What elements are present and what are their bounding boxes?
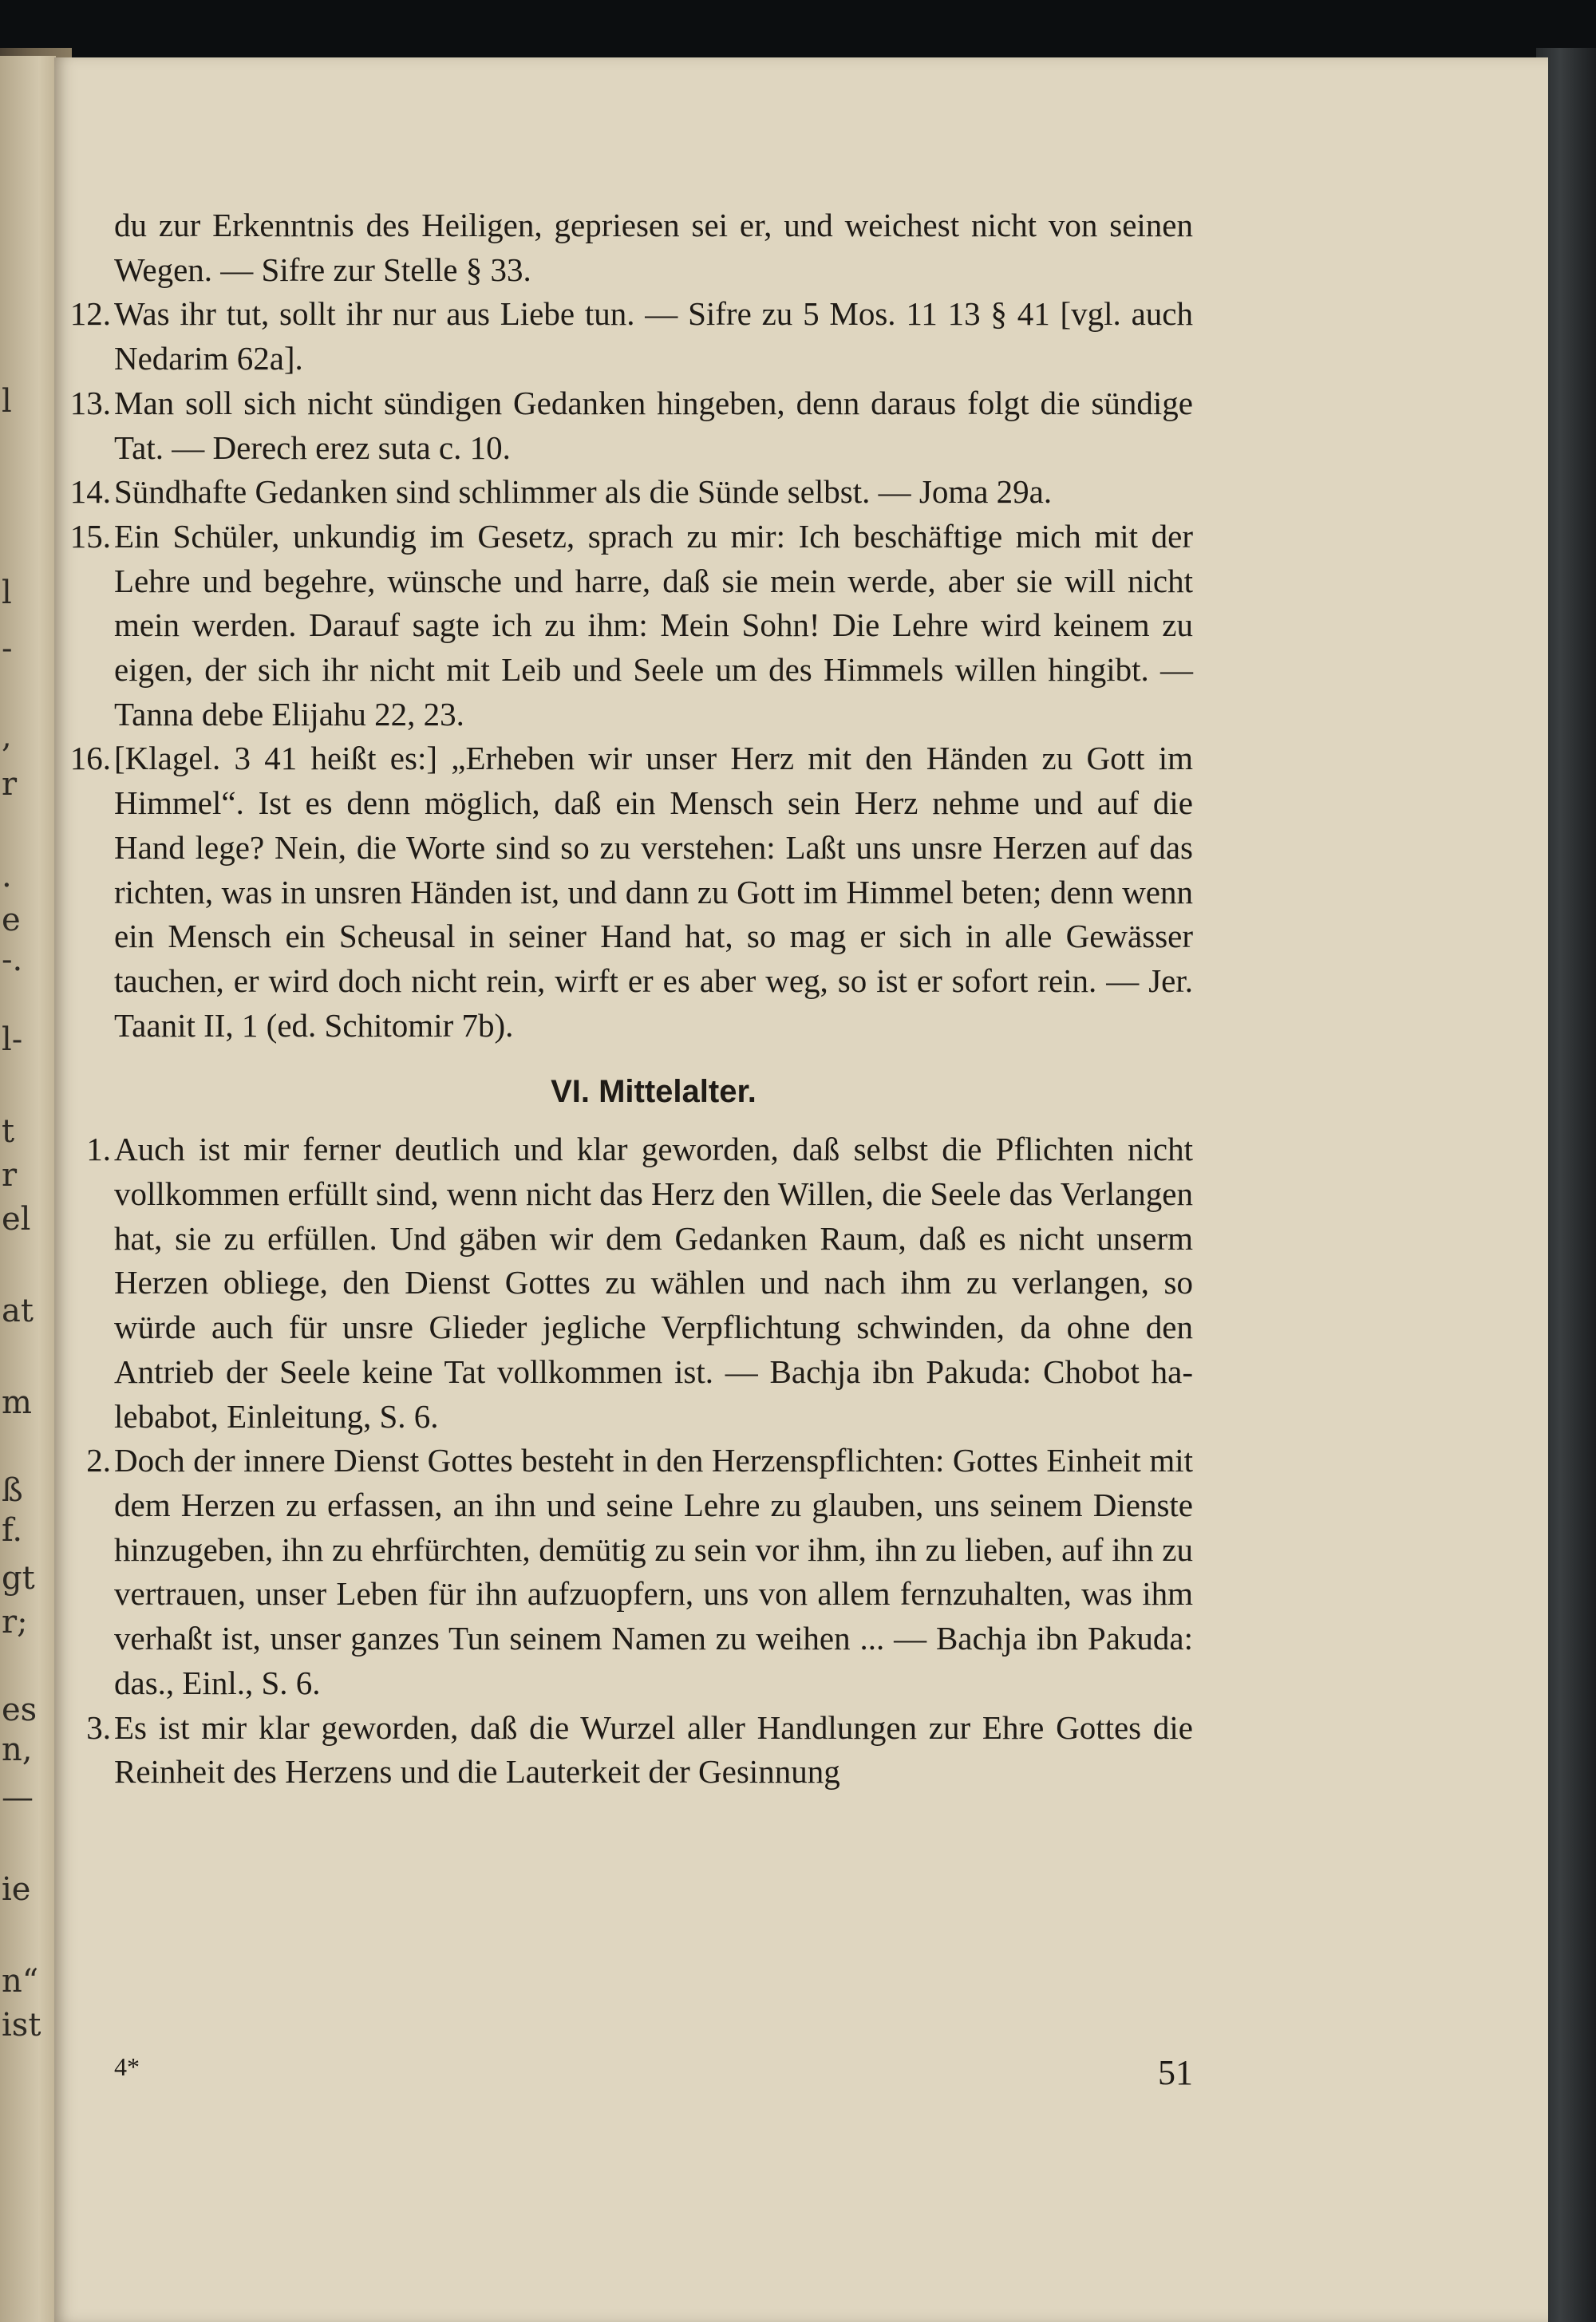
facing-page-fragment: l- — [2, 1021, 23, 1058]
item-text: Es ist mir klar geworden, daß die Wurzel aller Handlungen zur Ehre Gottes die Reinheit des Herzens und die Lauterkeit der Gesinnung — [114, 1708, 1193, 1791]
item-number: 12. — [69, 295, 111, 333]
facing-page-fragment: e — [2, 902, 21, 938]
facing-page-fragment: r — [2, 766, 18, 803]
facing-page-fragment: l — [2, 383, 12, 420]
facing-page-fragment: l — [2, 575, 12, 611]
facing-page-fragment: es — [2, 1692, 38, 1728]
facing-page-fragment: -. — [2, 942, 23, 978]
facing-page-fragment: t — [2, 1113, 15, 1150]
item-number: 14. — [69, 473, 111, 511]
continuation-paragraph — [114, 203, 1193, 292]
facing-page-fragment: at — [2, 1293, 34, 1329]
list-item — [86, 1127, 1193, 1439]
signature-mark: 4* — [114, 2052, 140, 2081]
facing-page-fragment: n, — [2, 1732, 33, 1768]
facing-page-fragment: m — [2, 1384, 32, 1421]
item-number: 2. — [86, 1442, 111, 1479]
facing-page-fragment: f. — [2, 1512, 23, 1549]
facing-page-fragment: ß — [2, 1472, 23, 1509]
items-before-list — [69, 292, 1193, 1048]
facing-page-fragment: - — [2, 630, 13, 667]
items-after-list — [86, 1127, 1193, 1795]
list-item — [69, 736, 1193, 1048]
item-text: Was ihr tut, sollt ihr nur aus Liebe tun. — Sifre zu 5 Mos. 11 13 § 41 [vgl. auch Nedarim 62a]. — [114, 295, 1193, 377]
item-number: 15. — [69, 517, 111, 555]
item-number: 16. — [69, 740, 111, 777]
item-text: [Klagel. 3 41 heißt es:] „Erheben wir unser Herz mit den Händen zu Gott im Himmel“. Ist es denn möglich, daß ein Mensch sein Herz nehme und auf die Hand lege? Nein, die Worte sind so zu verstehen: Laßt uns unsre Herzen auf das richten, was in unsren Händen ist, und dann zu Gott im Himmel beten; denn wenn ein Mensch ein Scheusal in seiner Hand hat, so mag er sich in alle Gewässer tauchen, er wird doch nicht rein, wirft er es aber weg, so ist er sofort rein. — Jer. Taanit II, 1 (ed. Schitomir 7b). — [114, 740, 1193, 1044]
list-item — [69, 292, 1193, 381]
facing-page-fragment: el — [2, 1201, 31, 1238]
paragraph-text: du zur Erkenntnis des Heiligen, gepriesen sei er, und weichest nicht von seinen Wegen. — Sifre zur Stelle § 33. — [114, 207, 1193, 288]
facing-page-fragment: — — [2, 1779, 34, 1816]
page-number: 51 — [1158, 2053, 1193, 2092]
facing-page-fragment: ie — [2, 1871, 31, 1908]
item-text: Sündhafte Gedanken sind schlimmer als die Sünde selbst. — Joma 29a. — [114, 473, 1053, 511]
facing-page-fragment: . — [2, 858, 12, 894]
item-number: 3. — [86, 1708, 111, 1746]
page-body — [69, 203, 1193, 1795]
facing-page-fragment: ist — [2, 2007, 41, 2044]
item-text: Ein Schüler, unkundig im Gesetz, sprach zu mir: Ich beschäftige mich mit der Lehre und begehre, wünsche und harre, daß sie mein werde, aber sie will nicht mein werden. Darauf sagte ich zu ihm: Mein Sohn! Die Lehre wird keinem zu eigen, der sich ihr nicht mit Leib und Seele um des Himmels willen hingibt. — Tanna debe Elijahu 22, 23. — [114, 517, 1193, 733]
list-item — [69, 381, 1193, 470]
facing-page-fragment: r; — [2, 1604, 28, 1641]
list-item — [69, 515, 1193, 737]
previous-page-edge — [0, 56, 56, 2322]
list-item — [69, 470, 1193, 515]
item-number: 13. — [69, 384, 111, 421]
facing-page-fragment: n“ — [2, 1963, 39, 2000]
list-item — [86, 1706, 1193, 1795]
facing-page-fragment: gt — [2, 1560, 35, 1597]
section-heading: VI. Mittelalter. — [551, 1074, 757, 1110]
item-number: 1. — [86, 1131, 111, 1168]
item-text: Man soll sich nicht sündigen Gedanken hingeben, denn daraus folgt die sündige Tat. — Derech erez suta c. 10. — [114, 384, 1193, 466]
item-text: Doch der innere Dienst Gottes besteht in den Herzenspflichten: Gottes Einheit mit dem Herzen zu erfassen, an ihn und seine Lehre zu glauben, uns seinem Dienste hinzugeben, ihn zu ehrfürchten, demütig zu sein vor ihm, ihn zu lieben, auf ihn zu vertrauen, unser Leben für ihn aufzuopfern, uns von allem fernzuhalten, was ihm verhaßt ist, unser ganzes Tun seinem Namen zu weihen ... — Bachja ibn Pakuda: das., Einl., S. 6. — [114, 1442, 1193, 1701]
facing-page-fragment: r — [2, 1157, 18, 1194]
list-item — [86, 1439, 1193, 1705]
facing-page-fragment: , — [2, 718, 12, 755]
item-text: Auch ist mir ferner deutlich und klar geworden, daß selbst die Pflichten nicht vollkommen erfüllt sind, wenn nicht das Herz den Willen, die Seele das Verlangen hat, sie zu erfüllen. Und gäben wir dem Gedanken Raum, daß es nicht unserm Herzen obliege, den Dienst Gottes zu wählen und nach ihm zu verlangen, so würde auch für unsre Glieder jegliche Verpflichtung schwinden, da ohne den Antrieb der Seele keine Tat vollkommen ist. — Bachja ibn Pakuda: Chobot ha-lebabot, Einleitung, S. 6. — [114, 1131, 1193, 1435]
